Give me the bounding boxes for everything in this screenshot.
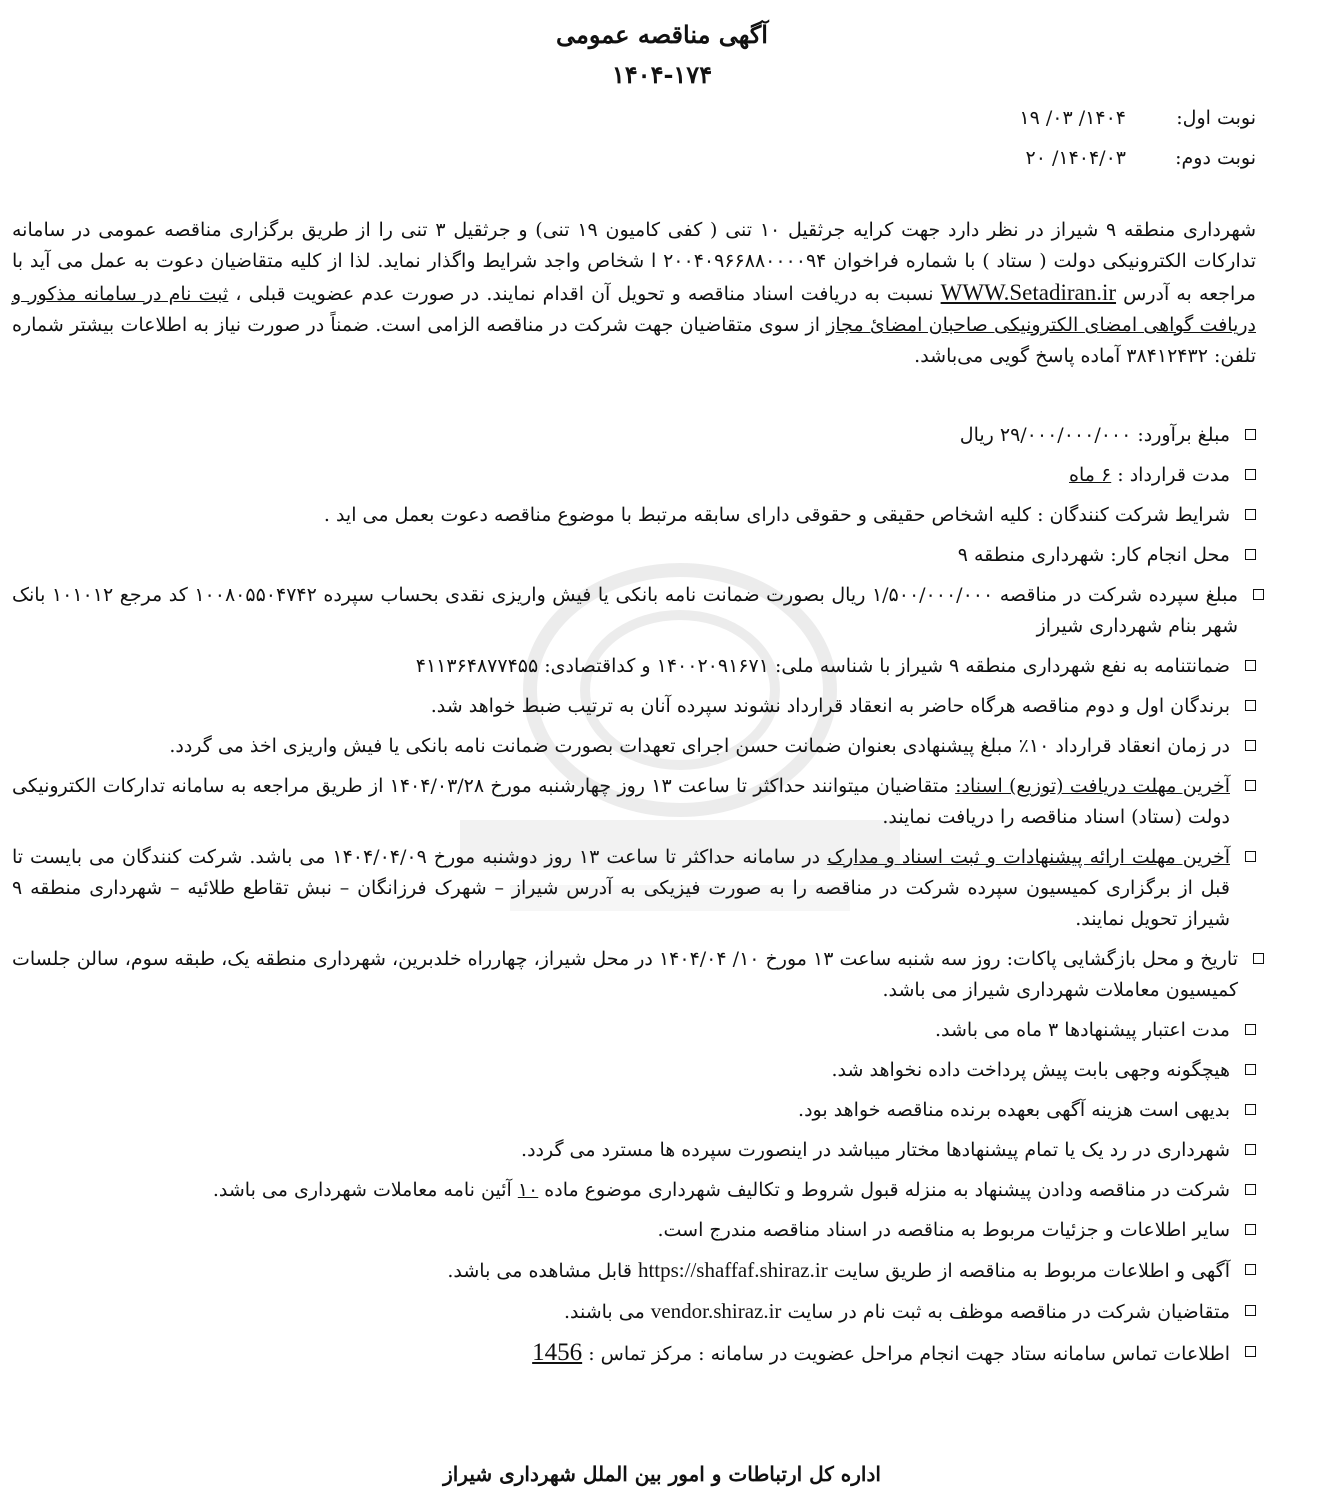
list-item-guarantee [12,651,1256,682]
shaffaf-text-1: آگهی و اطلاعات مربوط به مناقصه از طریق سایت [827,1260,1230,1282]
other-info-text: سایر اطلاعات و جزئیات مربوط به مناقصه در اسناد مناقصه مندرج است. [657,1219,1230,1241]
second-publication-date: ۱۴۰۴/۰۳/ ۲۰ [1025,147,1126,169]
vendor-text-2: می باشند. [563,1301,651,1323]
checkbox-bullet-icon [1245,429,1256,440]
setadiran-link[interactable]: WWW.Setadiran.ir [940,280,1117,305]
list-item-ad-cost [12,1095,1256,1126]
checkbox-bullet-icon [1245,1305,1256,1316]
list-item-location [12,540,1256,571]
winners-text: برندگان اول و دوم مناقصه هرگاه حاضر به انعقاد قرارداد نشوند سپرده آنان به ترتیب ضبط خواهد شد. [430,695,1230,717]
vendor-text-1: متقاضیان شرکت در مناقصه موظف به ثبت نام در سایت [781,1301,1230,1323]
checkbox-bullet-icon [1245,780,1256,791]
duration-value: ۶ ماه [1069,464,1112,486]
estimate-text: مبلغ برآورد: ۲۹/۰۰۰/۰۰۰/۰۰۰ ریال [959,424,1230,446]
checkbox-bullet-icon [1245,1184,1256,1195]
checkbox-bullet-icon [1253,953,1264,964]
location-text: محل انجام کار: شهرداری منطقه ۹ [957,544,1230,566]
submission-deadline-label: آخرین مهلت ارائه پیشنهادات و ثبت اسناد و مدارک [827,846,1230,868]
intro-text-2: ا شخاص واجد شرایط واگذار نماید. لذا از کلیه متقاضیان دعوت به عمل می آید با مراجعه به آدرس [12,250,1256,305]
list-item-no-prepayment [12,1055,1256,1086]
list-item-validity [12,1015,1256,1046]
list-item-winners [12,691,1256,722]
checkbox-bullet-icon [1245,1224,1256,1235]
intro-registration-requirement: ثبت نام در سامانه مذکور و دریافت گواهی امضای الکترونیکی صاحبان امضائ مجاز [12,283,1256,336]
checkbox-bullet-icon [1245,1104,1256,1115]
list-item-shaffaf [12,1255,1256,1287]
shaffaf-text-2: قابل مشاهده می باشد. [447,1260,638,1282]
checkbox-bullet-icon [1245,549,1256,560]
issuer-footer: اداره کل ارتباطات و امور بین الملل شهرداری شیراز [443,1462,881,1486]
no-prepayment-text: هیچگونه وجهی بابت پیش پرداخت داده نخواهد شد. [831,1059,1230,1081]
duration-label: مدت قرارداد : [1111,464,1230,486]
intro-text-3: نسبت به دریافت اسناد مناقصه و تحویل آن اقدام نمایند. در صورت عدم عضویت قبلی ، [228,283,941,305]
rejection-text: شهرداری در رد یک یا تمام پیشنهادها مختار میباشد در اینصورت سپرده ها مسترد می گردد. [521,1139,1230,1161]
submission-deadline-text: در سامانه حداکثر تا ساعت ۱۳ روز دوشنبه مورخ ۱۴۰۴/۰۴/۰۹ می باشد. شرکت کنندگان می بایست تا قبل از برگزاری کمیسیون سپرده شرکت در مناقصه را به صورت فیزیکی به آدرس شیراز – شهرک فرزانگان – نبش تقاطع طلائیه – شهرداری منطقه ۹ شیراز تحویل نمایند. [12,846,1230,930]
document-deadline-text: متقاضیان میتوانند حداکثر تا ساعت ۱۳ روز چهارشنبه مورخ ۱۴۰۴/۰۳/۲۸ از طریق مراجعه به سامانه تدارکات الکترونیکی دولت (ستاد) اسناد مناقصه را دریافت نمایند. [12,775,1230,828]
list-item-acceptance [12,1175,1256,1206]
tender-conditions-list [12,420,1256,1379]
performance-text: در زمان انعقاد قرارداد ۱۰٪ مبلغ پیشنهادی بعنوان ضمانت حسن اجرای تعهدات بصورت ضمانت نامه بانکی یا فیش واریزی اخذ می گردد. [169,735,1230,757]
checkbox-bullet-icon [1245,851,1256,862]
checkbox-bullet-icon [1245,1144,1256,1155]
second-publication [1019,138,1256,178]
deposit-text: مبلغ سپرده شرکت در مناقصه ۱/۵۰۰/۰۰۰/۰۰۰ ریال بصورت ضمانت نامه بانکی یا فیش واریزی نقدی بحساب سپرده ۱۰۰۸۰۵۵۰۴۷۴۲ کد مرجع ۱۰۱۰۱۲ بانک شهر بنام شهرداری شیراز [12,584,1238,637]
intro-text-5: از سوی متقاضیان جهت شرکت در مناقصه الزامی است. ضمناً در صورت نیاز به اطلاعات بیشتر شماره تلفن: ۳۸۴۱۲۴۳۲ آماده پاسخ گویی می‌باشد. [12,314,1256,367]
acceptance-text-1: شرکت در مناقصه ودادن پیشنهاد به منزله قبول شروط و تکالیف شهرداری موضوع ماده [538,1179,1230,1201]
contact-text: اطلاعات تماس سامانه ستاد جهت انجام مراحل عضویت در سامانه : مرکز تماس : [582,1343,1230,1365]
contact-center-number: 1456 [532,1339,583,1366]
second-publication-label: نوبت دوم: [1175,147,1256,169]
publication-dates [1019,98,1256,178]
checkbox-bullet-icon [1245,1264,1256,1275]
list-item-estimate [12,420,1256,451]
shaffaf-link[interactable]: https://shaffaf.shiraz.ir [637,1258,828,1282]
checkbox-bullet-icon [1253,589,1264,600]
first-publication-date: ۱۴۰۴/ ۰۳/ ۱۹ [1019,107,1126,129]
list-item-opening [12,944,1264,1006]
validity-text: مدت اعتبار پیشنهادها ۳ ماه می باشد. [934,1019,1230,1041]
document-deadline-label: آخرین مهلت دریافت (توزیع) اسناد: [955,775,1230,797]
list-item-contact [12,1337,1256,1370]
first-publication-label: نوبت اول: [1176,107,1256,129]
vendor-link[interactable]: vendor.shiraz.ir [650,1299,782,1323]
first-publication [1019,98,1256,138]
checkbox-bullet-icon [1245,1024,1256,1035]
list-item-deposit [12,580,1264,642]
intro-text-1: شهرداری منطقه ۹ شیراز در نظر دارد جهت کرایه جرثقیل ۱۰ تنی ( کفی کامیون ۱۹ تنی) و جرثقیل ۳ تنی را از طریق برگزاری مناقصه عمومی در سامانه تدارکات الکترونیکی دولت ( ستاد ) با شماره فراخوان [12,219,1257,272]
list-item-document-deadline [12,771,1256,833]
list-item-submission-deadline [12,842,1256,935]
opening-text: تاریخ و محل بازگشایی پاکات: روز سه شنبه ساعت ۱۳ مورخ ۱۰/ ۱۴۰۴/۰۴ در محل شیراز، چهارراه خلدبرین، شهرداری منطقه یک، طبقه سوم، سالن جلسات کمیسیون معاملات شهرداری شیراز می باشد. [12,948,1239,1001]
conditions-text: شرایط شرکت کنندگان : کلیه اشخاص حقیقی و حقوقی دارای سابقه مرتبط با موضوع مناقصه دعوت بعمل می اید . [323,504,1230,526]
checkbox-bullet-icon [1245,740,1256,751]
list-item-rejection [12,1135,1256,1166]
list-item-conditions [12,500,1256,531]
notice-title: آگهی مناقصه عمومی [556,20,768,49]
acceptance-article-number: ۱۰ [517,1179,539,1201]
list-item-performance [12,731,1256,762]
checkbox-bullet-icon [1245,700,1256,711]
checkbox-bullet-icon [1245,1064,1256,1075]
checkbox-bullet-icon [1245,1346,1256,1357]
checkbox-bullet-icon [1245,469,1256,480]
list-item-other-info [12,1215,1256,1246]
ad-cost-text: بدیهی است هزینه آگهی بعهده برنده مناقصه خواهد بود. [798,1099,1230,1121]
intro-paragraph [12,215,1256,372]
list-item-duration [12,460,1256,491]
checkbox-bullet-icon [1245,509,1256,520]
checkbox-bullet-icon [1245,660,1256,671]
notice-reference-number: ۱۴۰۴-۱۷۴ [611,60,713,89]
tender-call-number: ۲۰۰۴۰۹۶۶۸۸۰۰۰۰۹۴ [663,250,827,272]
list-item-vendor [12,1296,1256,1328]
guarantee-text: ضمانتنامه به نفع شهرداری منطقه ۹ شیراز با شناسه ملی: ۱۴۰۰۲۰۹۱۶۷۱ و کداقتصادی: ۴۱۱۳۶۴۸۷۷۴۵۵ [415,655,1230,677]
acceptance-text-2: آئین نامه معاملات شهرداری می باشد. [212,1179,518,1201]
